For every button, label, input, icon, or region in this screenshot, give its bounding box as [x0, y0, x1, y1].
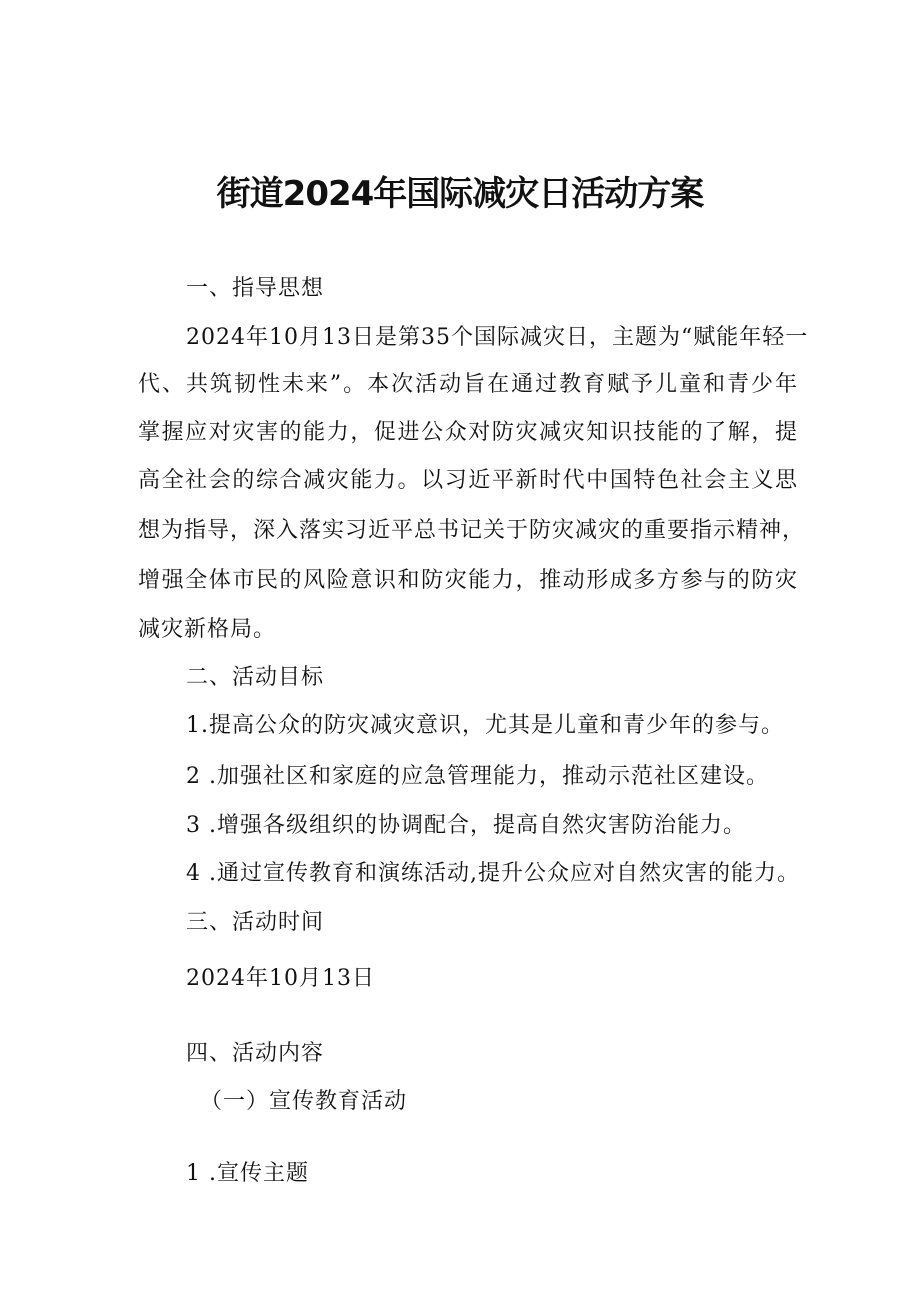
paragraph-line: 减灾新格局。 — [138, 617, 277, 642]
paragraph-line: 代、共筑韧性未来”。本次活动旨在通过教育赋予儿童和青少年 — [138, 372, 798, 397]
section-heading-activity-time: 三、活动时间 — [186, 910, 325, 935]
activity-date: 2024年10月13日 — [186, 966, 375, 991]
paragraph-line: 想为指导，深入落实习近平总书记关于防灾减灾的重要指示精神， — [138, 518, 806, 543]
section-heading-guiding-ideology: 一、指导思想 — [186, 276, 325, 301]
paragraph-line: 增强全体市民的风险意识和防灾能力，推动形成多方参与的防灾 — [138, 568, 798, 593]
document-title: 街道2024年国际减灾日活动方案 — [216, 174, 704, 214]
subsection-heading-publicity: （一）宣传教育活动 — [200, 1089, 408, 1114]
paragraph-line: 2024年10月13日是第35个国际减灾日，主题为“赋能年轻一 — [186, 325, 809, 350]
goal-item: 4 .通过宣传教育和演练活动,提升公众应对自然灾害的能力。 — [186, 861, 800, 886]
goal-item: 2 .加强社区和家庭的应急管理能力，推动示范社区建设。 — [186, 764, 769, 789]
paragraph-line: 掌握应对灾害的能力，促进公众对防灾减灾知识技能的了解，提 — [138, 420, 798, 445]
section-heading-activity-goals: 二、活动目标 — [186, 665, 325, 690]
goal-item: 1.提高公众的防灾减灾意识，尤其是儿童和青少年的参与。 — [186, 713, 784, 738]
paragraph-line: 高全社会的综合减灾能力。以习近平新时代中国特色社会主义思 — [138, 468, 798, 493]
section-heading-activity-content: 四、活动内容 — [186, 1041, 325, 1066]
subsection-item-theme: 1 .宣传主题 — [186, 1161, 309, 1186]
goal-item: 3 .增强各级组织的协调配合，提高自然灾害防治能力。 — [186, 813, 746, 838]
